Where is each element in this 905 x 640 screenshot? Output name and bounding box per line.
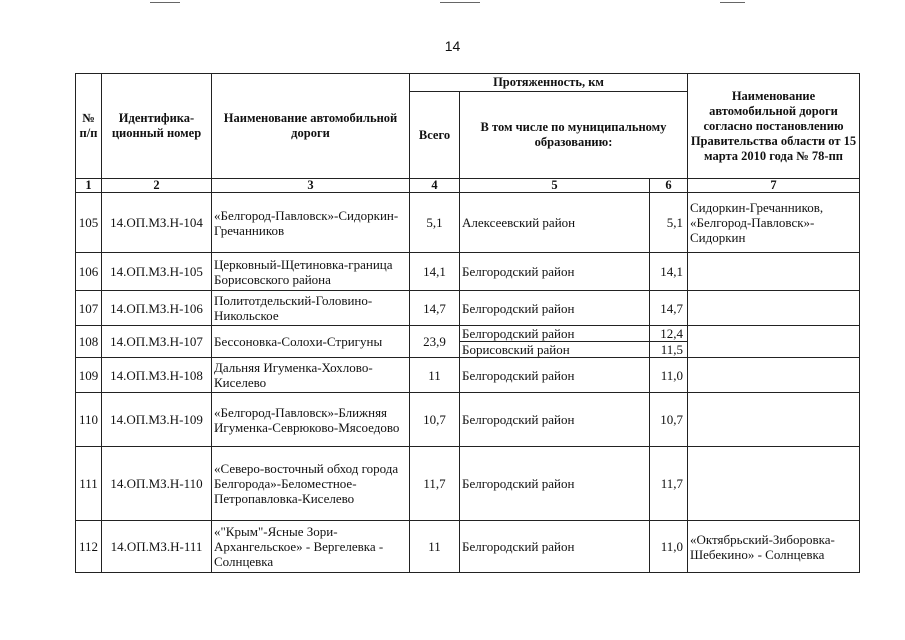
district-name: Белгородский район [460, 447, 650, 521]
district-length: 11,5 [650, 342, 688, 358]
road-id: 14.ОП.МЗ.Н-106 [102, 291, 212, 326]
page-number: 14 [444, 38, 461, 54]
district-name: Алексеевский район [460, 193, 650, 253]
total-length: 10,7 [410, 393, 460, 447]
roads-table [75, 73, 860, 573]
road-name: Политотдельский-Головино-Никольское [212, 291, 410, 326]
district-length: 5,1 [650, 193, 688, 253]
district-length: 10,7 [650, 393, 688, 447]
road-id: 14.ОП.МЗ.Н-107 [102, 326, 212, 358]
road-id: 14.ОП.МЗ.Н-111 [102, 521, 212, 573]
header-no: № п/п [76, 74, 102, 179]
column-number: 4 [410, 179, 460, 193]
row-number: 107 [76, 291, 102, 326]
table-row [76, 193, 860, 253]
scan-artifact [720, 2, 745, 3]
district-name: Белгородский район [460, 393, 650, 447]
scan-artifact [150, 2, 180, 3]
district-length: 14,1 [650, 253, 688, 291]
total-length: 14,7 [410, 291, 460, 326]
header-id: Идентифика-ционный номер [102, 74, 212, 179]
header-length: Протяженность, км [410, 74, 688, 92]
table-row [76, 326, 860, 342]
district-length: 11,0 [650, 521, 688, 573]
road-id: 14.ОП.МЗ.Н-108 [102, 358, 212, 393]
district-name: Белгородский район [460, 326, 650, 342]
row-number: 105 [76, 193, 102, 253]
road-name: Бессоновка-Солохи-Стригуны [212, 326, 410, 358]
reference-name [688, 291, 860, 326]
header-including: В том числе по муниципальному образованию: [460, 92, 688, 179]
reference-name: Сидоркин-Гречанников, «Белгород-Павловск»-Сидоркин [688, 193, 860, 253]
column-number: 3 [212, 179, 410, 193]
table-row [76, 393, 860, 447]
column-number: 1 [76, 179, 102, 193]
total-length: 11,7 [410, 447, 460, 521]
district-name: Белгородский район [460, 358, 650, 393]
district-length: 12,4 [650, 326, 688, 342]
table-row [76, 358, 860, 393]
row-number: 109 [76, 358, 102, 393]
row-number: 112 [76, 521, 102, 573]
column-number: 5 [460, 179, 650, 193]
header-reference: Наименование автомобильной дороги согласно постановлению Правительства области от 15 марта 2010 года № 78-пп [688, 74, 860, 179]
column-number: 7 [688, 179, 860, 193]
road-name: «Северо-восточный обход города Белгорода»-Беломестное-Петропавловка-Киселево [212, 447, 410, 521]
total-length: 11 [410, 358, 460, 393]
scan-artifact [440, 2, 480, 3]
total-length: 11 [410, 521, 460, 573]
road-name: «"Крым"-Ясные Зори-Архангельское» - Вергелевка - Солнцевка [212, 521, 410, 573]
road-name: Дальняя Игуменка-Хохлово-Киселево [212, 358, 410, 393]
total-length: 23,9 [410, 326, 460, 358]
reference-name [688, 447, 860, 521]
district-length: 14,7 [650, 291, 688, 326]
header-total: Всего [410, 92, 460, 179]
reference-name [688, 326, 860, 358]
district-length: 11,7 [650, 447, 688, 521]
district-name: Белгородский район [460, 521, 650, 573]
reference-name [688, 253, 860, 291]
reference-name [688, 393, 860, 447]
reference-name [688, 358, 860, 393]
road-name: Церковный-Щетиновка-граница Борисовского района [212, 253, 410, 291]
road-name: «Белгород-Павловск»-Сидоркин-Гречанников [212, 193, 410, 253]
district-name: Борисовский район [460, 342, 650, 358]
row-number: 110 [76, 393, 102, 447]
row-number: 111 [76, 447, 102, 521]
district-length: 11,0 [650, 358, 688, 393]
header-road-name: Наименование автомобильной дороги [212, 74, 410, 179]
row-number: 106 [76, 253, 102, 291]
district-name: Белгородский район [460, 253, 650, 291]
total-length: 5,1 [410, 193, 460, 253]
table-row [76, 447, 860, 521]
column-number: 2 [102, 179, 212, 193]
road-name: «Белгород-Павловск»-Ближняя Игуменка-Севрюково-Мясоедово [212, 393, 410, 447]
road-id: 14.ОП.МЗ.Н-104 [102, 193, 212, 253]
total-length: 14,1 [410, 253, 460, 291]
table-row [76, 253, 860, 291]
table-row [76, 291, 860, 326]
road-id: 14.ОП.МЗ.Н-110 [102, 447, 212, 521]
road-id: 14.ОП.МЗ.Н-109 [102, 393, 212, 447]
table-row [76, 521, 860, 573]
reference-name: «Октябрьский-Зиборовка-Шебекино» - Солнцевка [688, 521, 860, 573]
district-name: Белгородский район [460, 291, 650, 326]
row-number: 108 [76, 326, 102, 358]
column-number: 6 [650, 179, 688, 193]
road-id: 14.ОП.МЗ.Н-105 [102, 253, 212, 291]
